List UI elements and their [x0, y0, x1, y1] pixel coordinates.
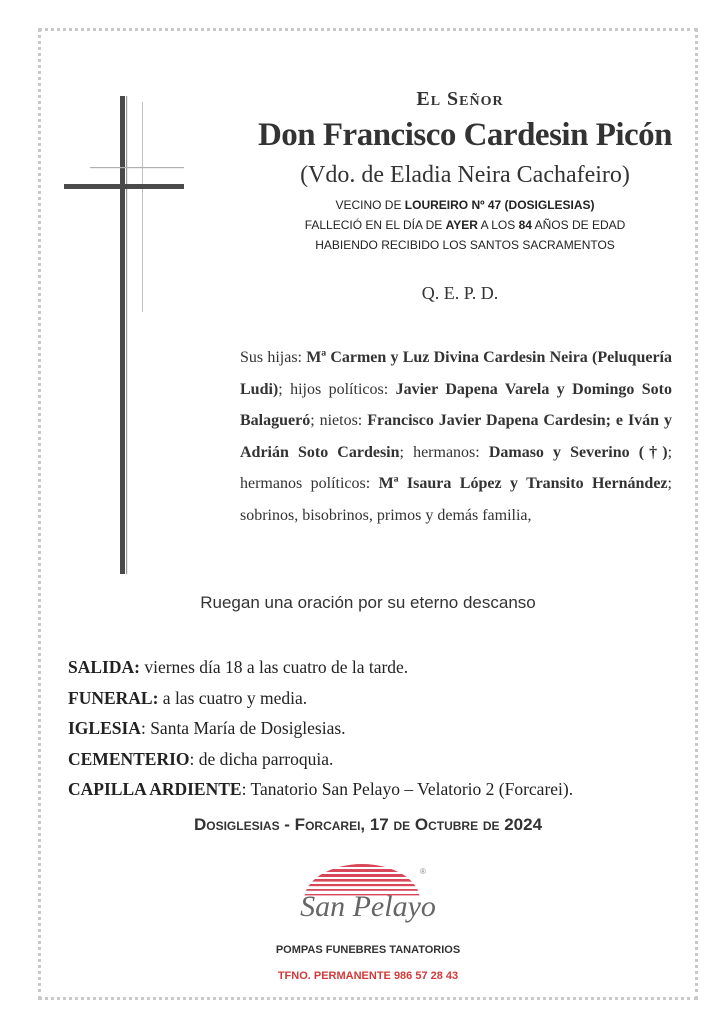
info-line-death: FALLECIÓ EN EL DÍA DE AYER A LOS 84 AÑOS DE EDAD — [304, 218, 626, 232]
info-line-sacraments: HABIENDO RECIBIDO LOS SANTOS SACRAMENTOS — [315, 238, 615, 252]
ceremony-details — [68, 652, 688, 805]
prayer-request: Ruegan una oración por su eterno descanso — [200, 593, 536, 612]
widower-of: (Vdo. de Eladia Neira Cachafeiro) — [300, 162, 630, 188]
detail-salida: SALIDA: viernes día 18 a las cuatro de la tarde. — [68, 657, 409, 677]
dateline: Dosiglesias - Forcarei, 17 de Octubre de 2024 — [193, 815, 543, 834]
detail-capilla: CAPILLA ARDIENTE: Tanatorio San Pelayo – Velatorio 2 (Forcarei). — [68, 779, 574, 799]
svg-text:®: ® — [420, 867, 426, 876]
honorific-title: El Señor — [416, 88, 504, 110]
company-tagline: POMPAS FUNEBRES TANATORIOS — [275, 944, 461, 956]
info-line-residence: VECINO DE LOUREIRO Nº 47 (DOSIGLESIAS) — [335, 198, 595, 212]
deceased-name: Don Francisco Cardesin Picón — [257, 117, 673, 153]
detail-cementerio: CEMENTERIO: de dicha parroquia. — [68, 748, 334, 769]
cross-icon — [62, 96, 186, 576]
family-paragraph: Sus hijas: Mª Carmen y Luz Divina Cardesin Neira (Peluquería Ludi); hijos políticos: Javier Dapena Varela y Domingo Soto Balagueró; nietos: Francisco Javier Dapena Cardesin; e Iván y Adrián Soto Cardesin; hermanos: Damaso y Severino (†); hermanos políticos: Mª Isaura López y Transito Hernández; sobrinos, bisobrinos, primos y demás familia, — [240, 349, 673, 524]
logo-wordmark: San Pelayo — [300, 890, 436, 923]
qepd: Q. E. P. D. — [421, 283, 499, 303]
detail-funeral: FUNERAL: a las cuatro y media. — [68, 687, 308, 708]
phone-number: TFNO. PERMANENTE 986 57 28 43 — [277, 970, 459, 982]
detail-iglesia: IGLESIA: Santa María de Dosiglesias. — [68, 718, 346, 738]
